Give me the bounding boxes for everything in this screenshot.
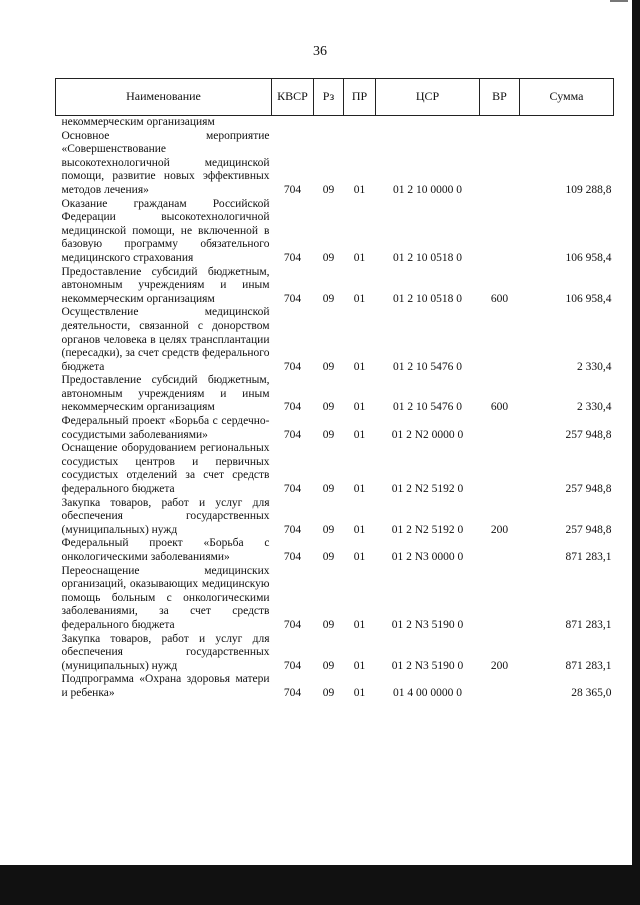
cell-sum: 109 288,8 — [565, 183, 612, 196]
cell-rz: 09 — [322, 360, 335, 373]
cell-sum: 257 948,8 — [565, 483, 612, 496]
cell-name: некоммерческим организациям — [61, 116, 215, 128]
cell-kvsr: 704 — [283, 183, 302, 196]
table-header — [56, 79, 614, 116]
cell-pr: 01 — [353, 183, 366, 196]
cell-sum: 257 948,8 — [565, 428, 612, 441]
cell-vr: 600 — [490, 401, 509, 414]
cell-csr: 01 2 N3 0000 0 — [391, 551, 464, 563]
cell-csr: 01 2 N2 0000 0 — [391, 428, 464, 441]
header-sum: Сумма — [520, 79, 614, 116]
cell-vr: 200 — [490, 523, 509, 536]
cell-csr: 01 4 00 0000 0 — [393, 686, 462, 699]
cell-pr: 01 — [353, 428, 366, 441]
cell-pr: 01 — [353, 401, 366, 414]
cell-csr: 01 2 10 0518 0 — [393, 292, 462, 305]
table-row — [56, 633, 614, 674]
cell-csr: 01 2 10 0000 0 — [393, 183, 462, 196]
cell-vr — [480, 306, 520, 374]
cell-kvsr: 704 — [283, 659, 302, 672]
cell-name: Основное мероприятие «Совершенствование высокотехнологичной медицинской помощи, развитие новых эффективных методов лечения» — [61, 129, 270, 196]
header-rz: Рз — [314, 79, 344, 116]
cell-vr — [480, 415, 520, 442]
cell-kvsr: 704 — [283, 686, 302, 699]
cell-pr: 01 — [353, 483, 366, 496]
table-row — [56, 306, 614, 374]
cell-csr: 01 2 10 5476 0 — [393, 360, 462, 373]
table-row — [56, 266, 614, 307]
cell-vr — [480, 198, 520, 266]
cell-name: Предоставление субсидий бюджетным, автономным учреждениям и иным некоммерческим организациям — [61, 374, 270, 414]
table-row — [56, 130, 614, 198]
cell-sum: 106 958,4 — [565, 251, 612, 264]
cell-pr: 01 — [353, 686, 366, 699]
cell-vr — [480, 565, 520, 633]
cell-name: Оказание гражданам Российской Федерации высокотехнологичной медицинской помощи, не включенной в базовую программу обязательного медицинского страхования — [61, 197, 270, 264]
budget-table — [55, 78, 614, 701]
header-vr: ВР — [480, 79, 520, 116]
cell-pr — [344, 116, 376, 130]
cell-rz: 09 — [322, 523, 335, 536]
cell-kvsr: 704 — [283, 401, 302, 414]
cell-csr: 01 2 N2 5192 0 — [391, 523, 464, 536]
cell-vr: 200 — [490, 659, 509, 672]
table-row — [56, 537, 614, 564]
header-csr: ЦСР — [376, 79, 480, 116]
cell-vr — [480, 116, 520, 130]
cell-vr — [480, 537, 520, 564]
cell-kvsr: 704 — [283, 251, 302, 264]
table-row — [56, 565, 614, 633]
cell-pr: 01 — [353, 292, 366, 305]
table-row — [56, 374, 614, 415]
cell-sum: 257 948,8 — [565, 523, 612, 536]
cell-pr: 01 — [353, 360, 366, 373]
scan-edge-bottom — [0, 865, 640, 905]
table-row — [56, 116, 614, 130]
cell-rz: 09 — [322, 551, 335, 563]
cell-rz: 09 — [322, 428, 335, 441]
cell-kvsr: 704 — [283, 292, 302, 305]
cell-rz: 09 — [322, 251, 335, 264]
cell-kvsr — [272, 116, 314, 130]
cell-csr: 01 2 10 0518 0 — [393, 251, 462, 264]
cell-sum: 106 958,4 — [565, 292, 612, 305]
cell-csr: 01 2 N3 5190 0 — [391, 659, 464, 672]
header-name: Наименование — [56, 79, 272, 116]
cell-kvsr: 704 — [283, 618, 302, 631]
header-kvsr: КВСР — [272, 79, 314, 116]
cell-name: Подпрограмма «Охрана здоровья матери и ребенка» — [61, 673, 270, 699]
cell-pr: 01 — [353, 551, 366, 563]
cell-rz — [314, 116, 344, 130]
cell-kvsr: 704 — [283, 483, 302, 496]
table-row — [56, 198, 614, 266]
header-pr: ПР — [344, 79, 376, 116]
cell-rz: 09 — [322, 686, 335, 699]
cell-sum: 871 283,1 — [565, 551, 612, 563]
cell-csr: 01 2 N2 5192 0 — [391, 483, 464, 496]
cell-rz: 09 — [322, 618, 335, 631]
cell-sum: 28 365,0 — [571, 686, 612, 699]
cell-kvsr: 704 — [283, 523, 302, 536]
cell-kvsr: 704 — [283, 428, 302, 441]
page-number: 36 — [313, 44, 327, 59]
cell-sum: 871 283,1 — [565, 618, 612, 631]
cell-name: Осуществление медицинской деятельности, связанной с донорством органов человека в целях трансплантации (пересадки), за счет средств федерального бюджета — [61, 306, 270, 373]
cell-name: Закупка товаров, работ и услуг для обеспечения государственных (муниципальных) нужд — [61, 632, 270, 672]
scan-mark — [610, 0, 628, 2]
cell-pr: 01 — [353, 523, 366, 536]
cell-rz: 09 — [322, 183, 335, 196]
table-row — [56, 497, 614, 538]
cell-pr: 01 — [353, 618, 366, 631]
table-row — [56, 673, 614, 700]
cell-rz: 09 — [322, 401, 335, 414]
cell-csr: 01 2 10 5476 0 — [393, 401, 462, 414]
table-body — [56, 116, 614, 701]
cell-sum: 871 283,1 — [565, 659, 612, 672]
cell-sum — [520, 116, 614, 130]
scan-edge-right — [632, 0, 640, 905]
cell-name: Предоставление субсидий бюджетным, автономным учреждениям и иным некоммерческим организациям — [61, 265, 270, 305]
cell-name: Переоснащение медицинских организаций, оказывающих медицинскую помощь больным с онкологическими заболеваниями, за счет средств федерального бюджета — [61, 564, 270, 631]
cell-name: Закупка товаров, работ и услуг для обеспечения государственных (муниципальных) нужд — [61, 496, 270, 536]
cell-vr: 600 — [490, 292, 509, 305]
cell-sum: 2 330,4 — [577, 360, 612, 373]
cell-kvsr: 704 — [283, 360, 302, 373]
cell-pr: 01 — [353, 659, 366, 672]
cell-sum: 2 330,4 — [577, 401, 612, 414]
cell-rz: 09 — [322, 659, 335, 672]
cell-rz: 09 — [322, 483, 335, 496]
cell-name: Федеральный проект «Борьба с сердечно-сосудистыми заболеваниями» — [61, 415, 270, 441]
cell-name: Оснащение оборудованием региональных сосудистых центров и первичных сосудистых отделений за счет средств федерального бюджета — [61, 442, 270, 496]
cell-vr — [480, 673, 520, 700]
cell-name: Федеральный проект «Борьба с онкологическими заболеваниями» — [61, 537, 270, 563]
table-row — [56, 442, 614, 496]
cell-vr — [480, 442, 520, 496]
table-row — [56, 415, 614, 442]
cell-csr: 01 2 N3 5190 0 — [391, 618, 464, 631]
cell-pr: 01 — [353, 251, 366, 264]
cell-rz: 09 — [322, 292, 335, 305]
cell-vr — [480, 130, 520, 198]
cell-kvsr: 704 — [283, 551, 302, 563]
cell-csr — [376, 116, 480, 130]
